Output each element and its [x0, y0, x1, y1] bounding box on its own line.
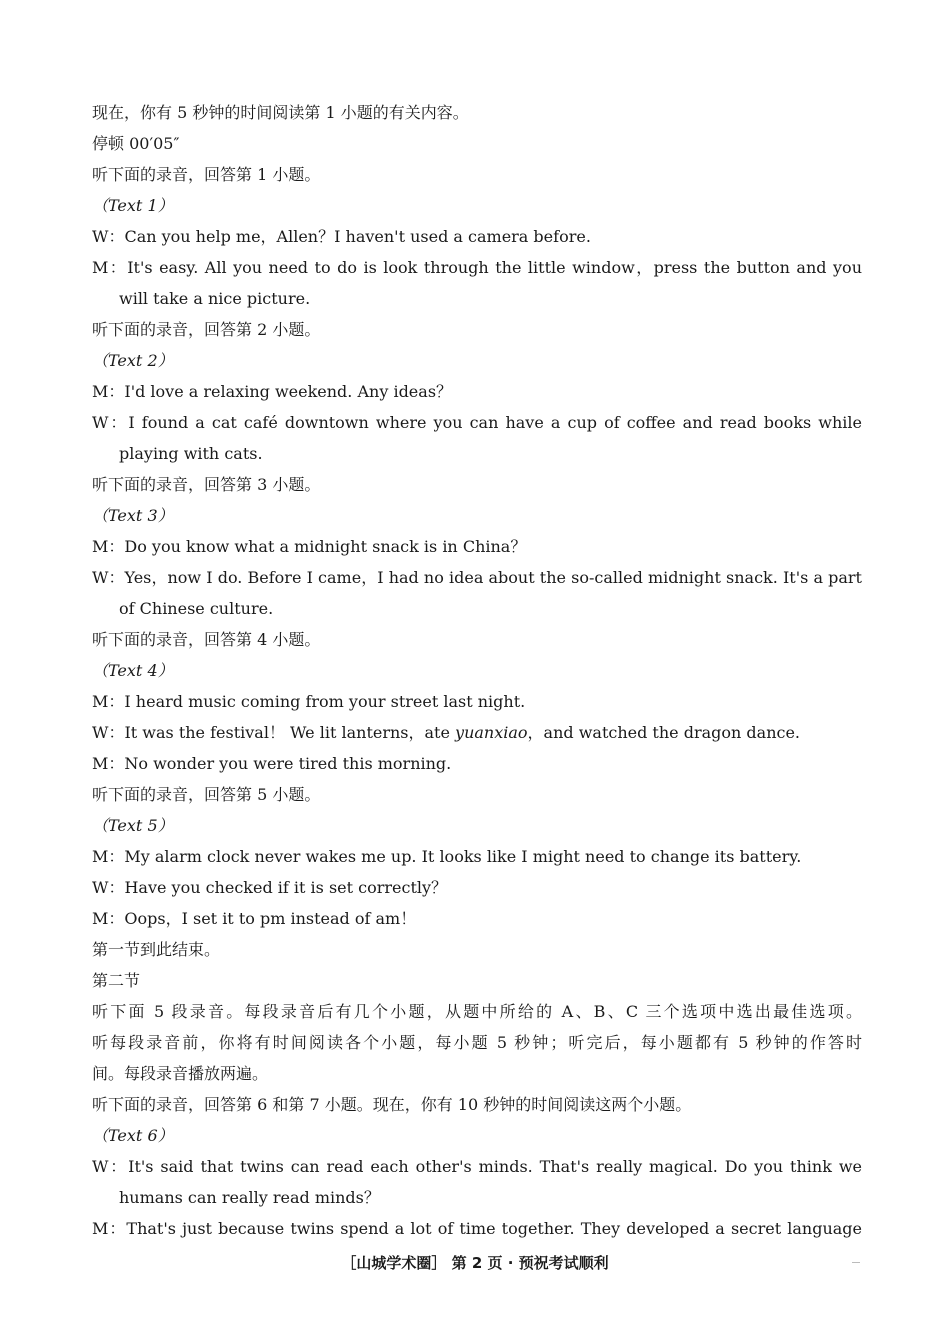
dialogue-text: ，and watched the dragon dance. [527, 723, 801, 742]
dialogue-emphasis: yuanxiao [455, 723, 528, 742]
dialogue-line: W：It's said that twins can read each other's minds. That's really magical. Do you think we [92, 1157, 863, 1176]
instruction-line: 听下面的录音，回答第 3 小题。 [92, 475, 321, 494]
instruction-line: 现在，你有 5 秒钟的时间阅读第 1 小题的有关内容。 [92, 103, 469, 122]
section-end-line: 第一节到此结束。 [92, 940, 221, 959]
text-heading: （Text 1） [92, 196, 174, 215]
page-content [92, 97, 862, 1244]
page-footer: ［山城学术圈］ 第 2 页 · 预祝考试顺利 [341, 1254, 609, 1272]
pause-line: 停顿 00′05″ [92, 134, 180, 153]
section-heading: 第二节 [92, 971, 141, 990]
dialogue-continuation: will take a nice picture. [119, 289, 311, 308]
text-heading: （Text 4） [92, 661, 174, 680]
instruction-line: 听每段录音前，你将有时间阅读各个小题，每小题 5 秒钟；听完后，每小题都有 5 秒钟的作答时 [92, 1033, 862, 1052]
dialogue-continuation: humans can really read minds？ [119, 1188, 380, 1207]
dialogue-text: W：It was the festival！ We lit lanterns，ate [92, 723, 456, 742]
dialogue-line: M：I'd love a relaxing weekend. Any ideas？ [92, 382, 453, 401]
instruction-line: 间。每段录音播放两遍。 [92, 1064, 269, 1083]
dialogue-line: W：Have you checked if it is set correctly？ [92, 878, 448, 897]
dialogue-continuation: playing with cats. [119, 444, 263, 463]
instruction-line: 听下面的录音，回答第 2 小题。 [92, 320, 321, 339]
dialogue-line: M：I heard music coming from your street last night. [92, 692, 526, 711]
dialogue-line [92, 717, 862, 748]
instruction-line: 听下面的录音，回答第 5 小题。 [92, 785, 321, 804]
text-heading: （Text 5） [92, 816, 174, 835]
text-heading: （Text 3） [92, 506, 174, 525]
text-heading: （Text 2） [92, 351, 174, 370]
instruction-line: 听下面的录音，回答第 1 小题。 [92, 165, 321, 184]
dialogue-line: M：My alarm clock never wakes me up. It looks like I might need to change its battery. [92, 847, 802, 866]
dialogue-line: M：No wonder you were tired this morning. [92, 754, 452, 773]
dialogue-line: M：Oops，I set it to pm instead of am！ [92, 909, 417, 928]
instruction-line: 听下面的录音，回答第 4 小题。 [92, 630, 321, 649]
dialogue-line: M：That's just because twins spend a lot of time together. They developed a secret language [92, 1219, 862, 1238]
instruction-line: 听下面的录音，回答第 6 和第 7 小题。现在，你有 10 秒钟的时间阅读这两个小题。 [92, 1095, 692, 1114]
dialogue-line: M：It's easy. All you need to do is look through the little window，press the button and you [92, 258, 862, 277]
dialogue-continuation: of Chinese culture. [119, 599, 274, 618]
dialogue-line: M：Do you know what a midnight snack is in China？ [92, 537, 527, 556]
dialogue-line: W：Yes，now I do. Before I came，I had no idea about the so-called midnight snack. It's a part [92, 568, 862, 587]
dialogue-line: W：Can you help me，Allen？I haven't used a camera before. [92, 227, 591, 246]
dialogue-line: W：I found a cat café downtown where you can have a cup of coffee and read books while [92, 413, 863, 432]
text-heading: （Text 6） [92, 1126, 174, 1145]
scan-mark [852, 1262, 860, 1263]
instruction-line: 听下面 5 段录音。每段录音后有几个小题，从题中所给的 A、B、C 三个选项中选出最佳选项。 [92, 1002, 862, 1021]
